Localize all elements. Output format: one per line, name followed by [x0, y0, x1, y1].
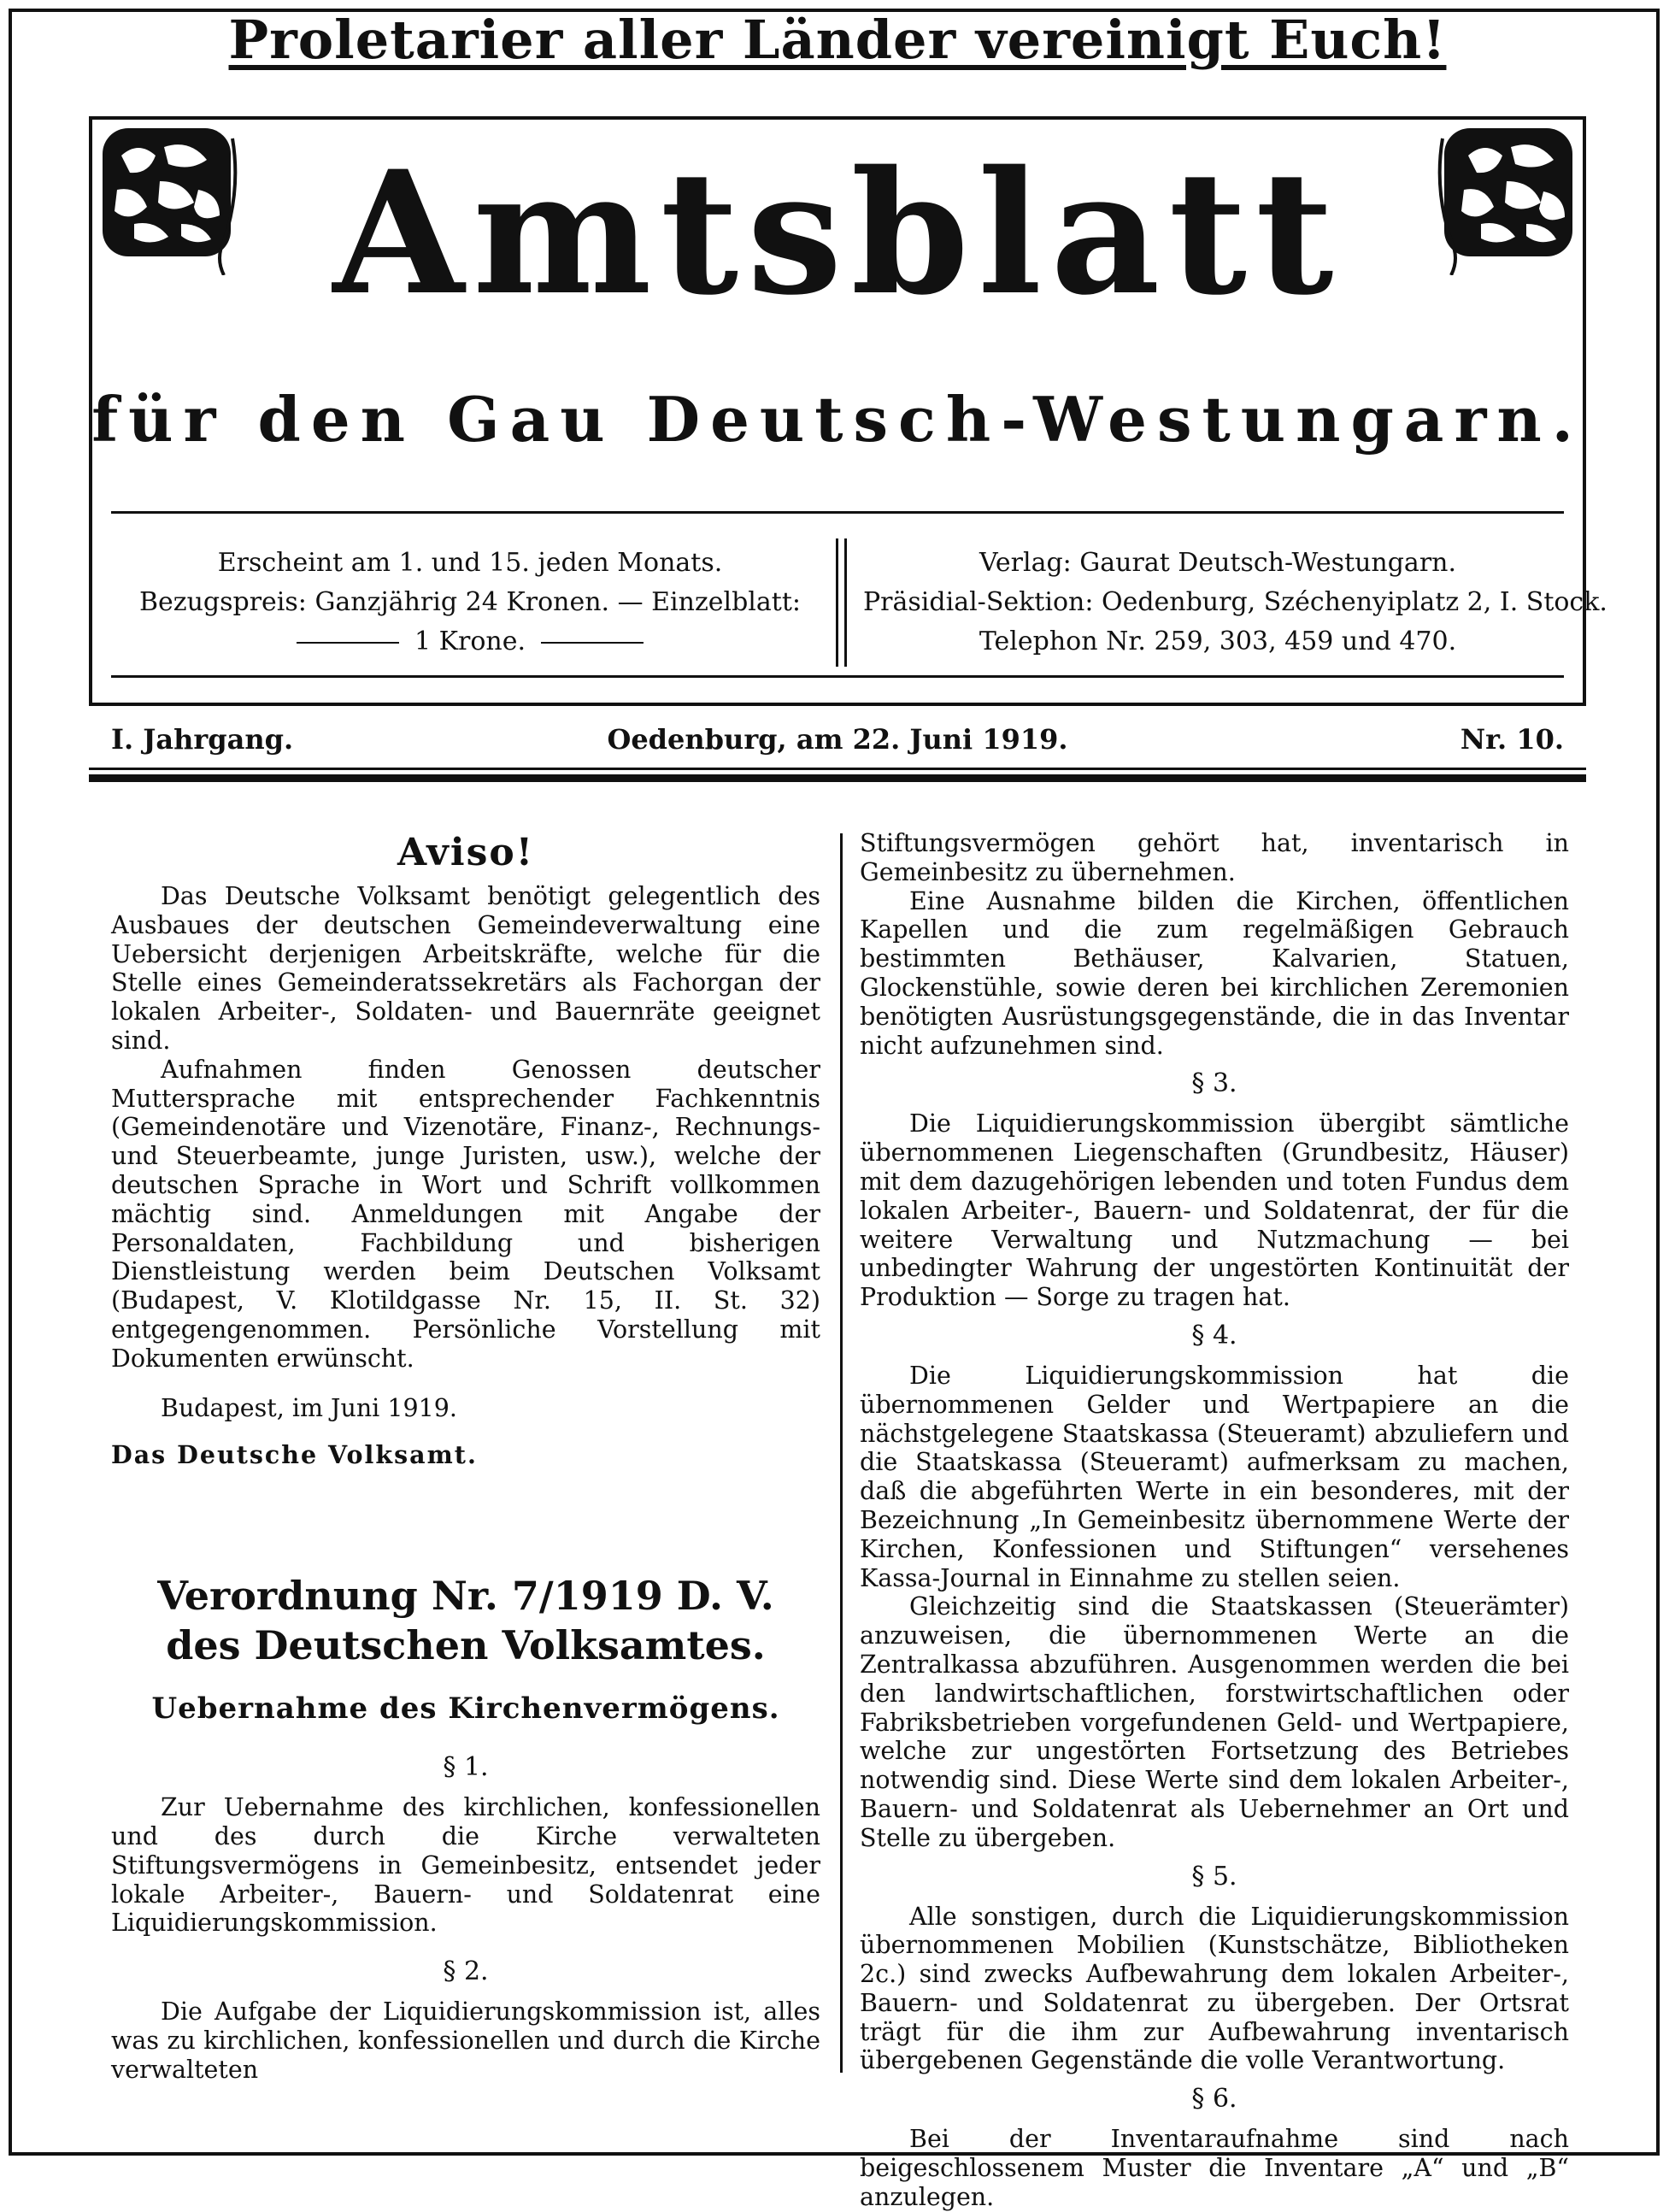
publisher-info — [863, 544, 1607, 662]
subscription-info — [120, 544, 820, 662]
dash-rule — [541, 642, 644, 644]
dateline — [111, 723, 1564, 762]
dateline-rule-thick — [89, 774, 1586, 782]
decree-subtitle: Uebernahme des Kirchenvermögens. — [151, 1691, 780, 1727]
section-1-text: Zur Uebernahme des kirchlichen, konfessionellen und des durch die Kirche verwalteten Stiftungsvermögens in Gemeinbesitz, entsendet jeder lokale Arbeiter-, Bauern- und Soldatenrat eine Liquidierungskommission. — [111, 1793, 820, 1938]
aviso-signature: Das Deutsche Volksamt. — [111, 1440, 478, 1470]
section-2-exceptions: Eine Ausnahme bilden die Kirchen, öffentlichen Kapellen und die zum regelmäßigen Gebrauch bestimmten Bethäuser, Kalvarien, Statuen, Glockenstühle, sowie deren bei kirchlichen Zeremonien benötigten Ausrüstungsgegenstände, die in das Inventar nicht aufzunehmen sind. — [860, 886, 1569, 1060]
masthead-rule-bottom — [111, 675, 1564, 678]
telephone: Telephon Nr. 259, 303, 459 und 470. — [979, 627, 1457, 656]
office-address: Präsidial-Sektion: Oedenburg, Széchenyiplatz 2, I. Stock. — [863, 587, 1607, 617]
aviso-paragraph-1: Das Deutsche Volksamt benötigt gelegentlich des Ausbaues der deutschen Gemeindeverwaltung eine Uebersicht derjenigen Arbeitskräfte, welche für die Stelle eines Gemeinderatssekretärs als Fachorgan der lokalen Arbeiter-, Soldaten- und Bauernräte geeignet sind. — [111, 882, 820, 1055]
section-2-text-continued: Stiftungsvermögen gehört hat, inventarisch in Gemeinbesitz zu übernehmen. — [860, 829, 1569, 886]
section-2-text: Die Aufgabe der Liquidierungskommission ist, alles was zu kirchlichen, konfessionellen und durch die Kirche verwalteten — [111, 1997, 820, 2084]
section-3-text: Die Liquidierungskommission übergibt sämtliche übernommenen Liegenschaften (Grundbesitz, Häuser) mit dem dazugehörigen lebenden und toten Fundus dem lokalen Arbeiter-, Bauern- und Soldatenrat, der für die weitere Verwaltung und Nutzmachung — bei unbedingter Wahrung der ungestörten Kontinuität der Produktion — Sorge zu tragen hat. — [860, 1109, 1569, 1312]
issue-number: Nr. 10. — [1460, 723, 1564, 756]
left-column — [111, 829, 820, 2085]
section-4-heading: § 4. — [1191, 1320, 1237, 1350]
aviso-place-date: Budapest, im Juni 1919. — [161, 1393, 457, 1422]
subscription-price: Bezugspreis: Ganzjährig 24 Kronen. — Einzelblatt: — [138, 587, 802, 617]
section-4-text: Die Liquidierungskommission hat die übernommenen Gelder und Wertpapiere an die nächstgelegene Staatskassa (Steueramt) abzuliefern und die Staatskassa (Steueramt) aufmerksam zu machen, daß die abgeführten Werte in ein besonderes, mit der Bezeichnung „In Gemeinbesitz übernommene Werte der Kirchen, Konfessionen und Stiftungen“ versehenes Kassa-Journal in Einnahme zu stellen seien. — [860, 1361, 1569, 1592]
issue-date: Oedenburg, am 22. Juni 1919. — [607, 723, 1068, 756]
volume-label: I. Jahrgang. — [111, 723, 294, 756]
section-6-text: Bei der Inventaraufnahme sind nach beigeschlossenem Muster die Inventare „A“ und „B“ anzulegen. — [860, 2125, 1569, 2211]
aviso-heading: Aviso! — [397, 831, 535, 874]
section-3-heading: § 3. — [1191, 1068, 1237, 1099]
spacer — [111, 1470, 820, 1571]
publication-schedule: Erscheint am 1. und 15. jeden Monats. — [217, 548, 723, 578]
info-divider-left — [836, 538, 838, 667]
section-4-text-2: Gleichzeitig sind die Staatskassen (Steuerämter) anzuweisen, die übernommenen Werte an die Zentralkassa abzuführen. Ausgenommen werden die bei den landwirtschaftlichen, forstwirtschaftlichen oder Fabriksbetrieben vorgefundenen Geld- und Wertpapiere, welche zur ungestörten Fortsetzung des Betriebes notwendig sind. Diese Werte sind dem lokalen Arbeiter-, Bauern- und Soldatenrat als Uebernehmer an Ort und Stelle zu übergeben. — [860, 1592, 1569, 1852]
section-5-heading: § 5. — [1191, 1861, 1237, 1891]
section-2-heading: § 2. — [443, 1956, 489, 1987]
dateline-rule-thin — [89, 768, 1586, 770]
dash-rule — [297, 642, 399, 644]
column-divider — [840, 833, 843, 2073]
decree-issuer: des Deutschen Volksamtes. — [166, 1622, 766, 1669]
aviso-paragraph-2: Aufnahmen finden Genossen deutscher Muttersprache mit entsprechender Fachkenntnis (Gemeindenotäre und Vizenotäre, Finanz-, Rechnungs- und Steuerbeamte, junge Juristen, usw.), welche der deutschen Sprache in Wort und Schrift vollkommen mächtig sind. Anmeldungen mit Angabe der Personaldaten, Fachbildung und bisherigen Dienstleistung werden beim Deutschen Volksamt (Budapest, V. Klotildgasse Nr. 15, II. St. 32) entgegengenommen. Persönliche Vorstellung mit Dokumenten erwünscht. — [111, 1055, 820, 1373]
masthead-rule-top — [111, 511, 1564, 514]
publisher: Verlag: Gaurat Deutsch-Westungarn. — [979, 548, 1457, 578]
single-issue-price-line — [120, 622, 820, 662]
info-divider-right — [844, 538, 847, 667]
motto-headline: Proletarier aller Länder vereinigt Euch! — [228, 9, 1447, 71]
masthead-subtitle: für den Gau Deutsch-Westungarn. — [91, 383, 1584, 456]
section-5-text: Alle sonstigen, durch die Liquidierungskommission übernommenen Mobilien (Kunstschätze, Bibliotheken 2c.) sind zwecks Aufbewahrung dem lokalen Arbeiter-, Bauern- und Soldatenrat zu übergeben. Der Ortsrat trägt für die ihm zur Aufbewahrung inventarisch übergebenen Gegenstände die volle Verantwortung. — [860, 1902, 1569, 2075]
right-column — [860, 829, 1569, 2212]
decree-title: Verordnung Nr. 7/1919 D. V. — [157, 1573, 774, 1620]
section-1-heading: § 1. — [443, 1752, 489, 1783]
single-issue-price: 1 Krone. — [414, 627, 526, 656]
section-6-heading: § 6. — [1191, 2084, 1237, 2115]
masthead-title: Amtsblatt — [332, 133, 1343, 332]
